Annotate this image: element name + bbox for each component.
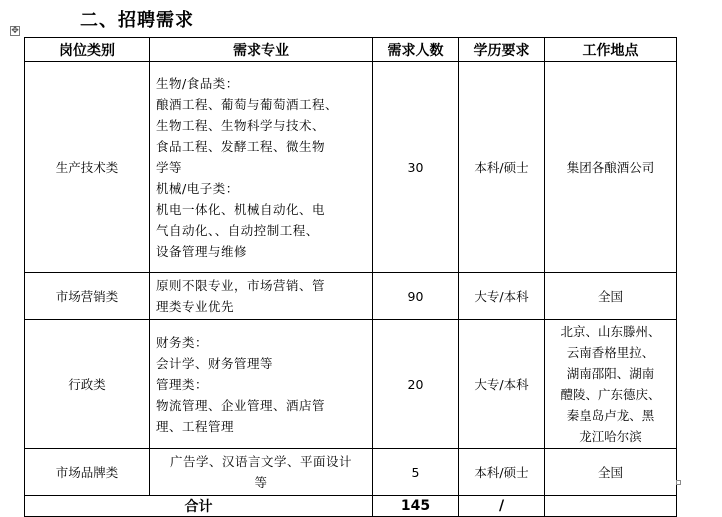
- section-heading: 二、招聘需求: [80, 10, 194, 31]
- major-line: 原则不限专业，市场营销、管: [156, 278, 326, 293]
- major-line: 物流管理、企业管理、酒店管: [156, 397, 326, 413]
- major-line: 财务类：: [156, 334, 209, 350]
- major-line: 生物/食品类：: [156, 75, 239, 91]
- major-line: 机械/电子类：: [156, 180, 239, 196]
- location-line: 湖南邵阳、湖南: [566, 366, 655, 381]
- major-line: 学等: [156, 159, 183, 175]
- count-cell: 90: [373, 273, 459, 320]
- header-major: 需求专业: [150, 38, 373, 62]
- education-cell: 大专/本科: [459, 273, 545, 320]
- major-line: 食品工程、发酵工程、微生物: [156, 138, 326, 154]
- table-row: [25, 62, 677, 273]
- total-row: [25, 496, 677, 517]
- total-location: [545, 496, 677, 517]
- major-cell: [150, 273, 373, 320]
- location-cell: [545, 320, 677, 449]
- table-row: [25, 273, 677, 320]
- header-category: 岗位类别: [25, 38, 150, 62]
- location-cell: [545, 449, 677, 496]
- location-line: 秦皇岛卢龙、黑: [566, 408, 655, 423]
- location-line: 醴陵、广东德庆、: [560, 387, 661, 402]
- major-line: 理、工程管理: [156, 418, 235, 434]
- major-line: 机电一体化、机械自动化、电: [156, 201, 326, 217]
- category-cell: 生产技术类: [25, 62, 150, 273]
- location-line: 龙江哈尔滨: [579, 429, 642, 444]
- total-education: /: [459, 496, 545, 517]
- count-cell: 5: [373, 449, 459, 496]
- move-icon[interactable]: ✥: [11, 26, 19, 36]
- category-cell: 市场品牌类: [25, 449, 150, 496]
- major-cell: [150, 320, 373, 449]
- education-cell: 大专/本科: [459, 320, 545, 449]
- table-row: [25, 449, 677, 496]
- location-line: 云南香格里拉、: [566, 345, 655, 360]
- location-cell: [545, 62, 677, 273]
- count-cell: 30: [373, 62, 459, 273]
- total-label: 合计: [25, 496, 373, 517]
- major-line: 设备管理与维修: [156, 243, 248, 259]
- major-line: 生物工程、生物科学与技术、: [156, 117, 326, 133]
- major-line: 气自动化、、自动控制工程、: [156, 222, 319, 238]
- education-cell: 本科/硕士: [459, 62, 545, 273]
- table-row: [25, 320, 677, 449]
- education-cell: 本科/硕士: [459, 449, 545, 496]
- recruitment-table: [24, 37, 677, 517]
- location-cell: [545, 273, 677, 320]
- major-line: 等: [254, 475, 268, 490]
- table-header-row: [25, 38, 677, 62]
- major-cell: [150, 62, 373, 273]
- location-line: 全国: [597, 464, 623, 480]
- major-line: 广告学、汉语言文学、平面设计: [169, 454, 352, 469]
- total-count: 145: [373, 496, 459, 517]
- header-location: 工作地点: [545, 38, 677, 62]
- major-cell: [150, 449, 373, 496]
- count-cell: 20: [373, 320, 459, 449]
- header-count: 需求人数: [373, 38, 459, 62]
- resize-icon[interactable]: [676, 480, 681, 485]
- major-line: 会计学、财务管理等: [156, 355, 274, 371]
- location-line: 北京、山东滕州、: [560, 324, 661, 339]
- category-cell: 市场营销类: [25, 273, 150, 320]
- major-line: 理类专业优先: [156, 299, 235, 314]
- location-line: 全国: [597, 288, 623, 304]
- category-cell: 行政类: [25, 320, 150, 449]
- major-line: 管理类：: [156, 376, 209, 392]
- header-education: 学历要求: [459, 38, 545, 62]
- major-line: 酿酒工程、葡萄与葡萄酒工程、: [156, 96, 339, 112]
- location-line: 集团各酿酒公司: [566, 159, 655, 175]
